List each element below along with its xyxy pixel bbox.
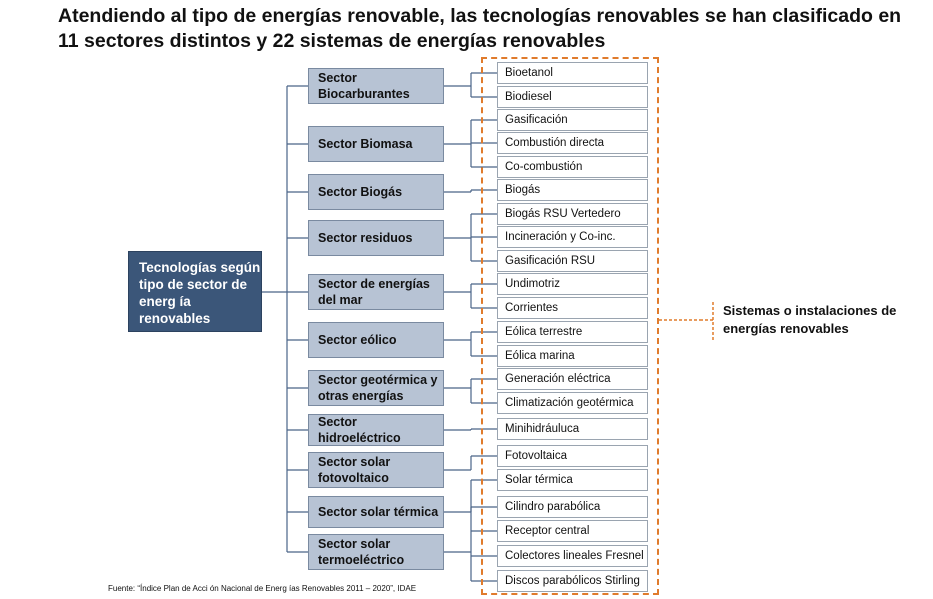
side-label-connector [659, 302, 713, 340]
system-box: Climatización geotérmica [497, 392, 648, 414]
sector-box: Sector solar fotovoltaico [308, 452, 444, 488]
root-node: Tecnologías según tipo de sector de energ ía renovables [128, 251, 262, 332]
system-box: Receptor central [497, 520, 648, 542]
system-box: Discos parabólicos Stirling [497, 570, 648, 592]
system-box: Corrientes [497, 297, 648, 319]
sector-box: Sector Biomasa [308, 126, 444, 162]
system-box: Co-combustión [497, 156, 648, 178]
system-box: Undimotriz [497, 273, 648, 295]
systems-dashed-group [481, 57, 659, 595]
system-box: Cilindro parabólica [497, 496, 648, 518]
sector-box: Sector Biogás [308, 174, 444, 210]
system-box: Solar térmica [497, 469, 648, 491]
sector-box: Sector Biocarburantes [308, 68, 444, 104]
system-box: Gasificación [497, 109, 648, 131]
sector-box: Sector solar térmica [308, 496, 444, 528]
system-box: Combustión directa [497, 132, 648, 154]
system-box: Gasificación RSU [497, 250, 648, 272]
sector-box: Sector residuos [308, 220, 444, 256]
system-box: Fotovoltaica [497, 445, 648, 467]
sector-box: Sector eólico [308, 322, 444, 358]
sector-box: Sector geotérmica y otras energías [308, 370, 444, 406]
system-box: Bioetanol [497, 62, 648, 84]
system-box: Minihidráuluca [497, 418, 648, 440]
system-box: Biogás RSU Vertedero [497, 203, 648, 225]
source-footer: Fuente: “Índice Plan de Acci ón Nacional de Energ ías Renovables 2011 – 2020”, IDAE [108, 584, 417, 593]
system-box: Biodiesel [497, 86, 648, 108]
system-box: Colectores lineales Fresnel [497, 545, 648, 567]
system-box: Eólica terrestre [497, 321, 648, 343]
sector-box: Sector solar termoeléctrico [308, 534, 444, 570]
system-box: Generación eléctrica [497, 368, 648, 390]
sector-box: Sector hidroeléctrico [308, 414, 444, 446]
system-box: Biogás [497, 179, 648, 201]
system-box: Incineración y Co-inc. [497, 226, 648, 248]
diagram-title: Atendiendo al tipo de energías renovable, las tecnologías renovables se han clasificado en 11 sectores distintos y 22 sistemas de energías renovables [58, 5, 902, 52]
sector-box: Sector de energías del mar [308, 274, 444, 310]
systems-side-label: Sistemas o instalaciones de energías renovables [723, 303, 897, 336]
system-box: Eólica marina [497, 345, 648, 367]
